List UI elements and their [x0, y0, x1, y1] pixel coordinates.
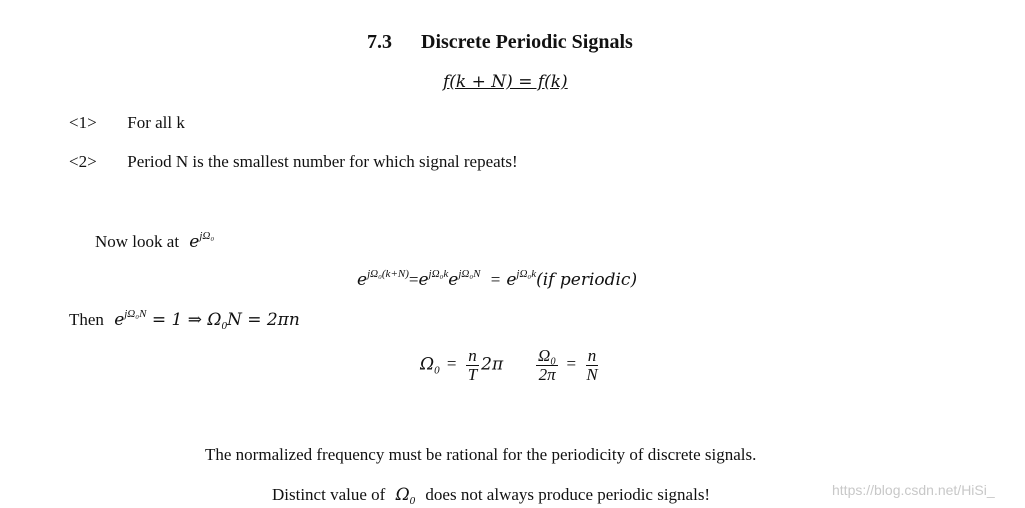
statement-before: Distinct value of	[272, 485, 386, 504]
section-heading: Discrete Periodic Signals	[421, 31, 633, 53]
list-text: For all k	[127, 113, 185, 132]
distinct-value-statement	[272, 485, 710, 507]
equals-sign: =	[408, 270, 419, 289]
omega-symbol: Ω	[395, 485, 410, 505]
list-text: Period N is the smallest number for which signal repeats!	[127, 152, 518, 171]
omega-subscript: 0	[221, 320, 227, 332]
omega-subscript: 0	[409, 495, 416, 507]
now-look-text: Now look at	[95, 232, 180, 251]
section-title	[367, 31, 633, 54]
list-item-2	[69, 152, 518, 172]
exp-base: e	[418, 270, 429, 290]
list-tag: <1>	[69, 113, 97, 132]
then-label: Then	[69, 310, 104, 329]
now-look-line	[95, 230, 214, 252]
periodic-note: (if periodic)	[536, 270, 638, 290]
fraction-numerator: n	[468, 346, 477, 365]
fraction-n-over-n	[584, 347, 599, 384]
omega-subscript: 0	[434, 364, 440, 377]
list-item-1	[69, 113, 185, 133]
exp-base: e	[357, 270, 368, 290]
fraction-denominator: T	[467, 364, 478, 384]
section-number: 7.3	[367, 31, 392, 53]
fraction-omega-over-2pi	[536, 347, 558, 384]
normalized-frequency-formula: $\frac{\text{Ω₀}}{2\pi}$ = $\frac{n}{N}$	[538, 346, 598, 384]
exp-base: e	[506, 270, 517, 290]
exp-superscript: jΩ₀	[199, 230, 215, 242]
omega-formula: $\Omega_0$ = $\frac{n}{T}$ 2π	[420, 346, 504, 384]
exp-superscript: jΩ₀k	[428, 268, 449, 280]
equals-sign: =	[490, 270, 501, 289]
two-pi: 2π	[481, 354, 504, 375]
fraction-denominator: 2π	[538, 364, 556, 384]
exp-base: e	[114, 310, 125, 330]
exp-superscript: jΩ₀N	[124, 308, 147, 320]
exp-base: e	[448, 270, 459, 290]
exp-superscript: jΩ₀(k+N)	[367, 268, 409, 280]
list-tag: <2>	[69, 152, 97, 171]
then-rest-2: N = 2πn	[226, 310, 300, 330]
then-rest: = 1 ⇒ Ω	[146, 310, 222, 330]
omega-symbol: Ω	[420, 354, 435, 375]
fraction-numerator: n	[587, 346, 597, 365]
fraction-n-over-t	[466, 347, 479, 384]
periodicity-equation: f(k + N) = f(k)	[443, 72, 568, 92]
expansion-equation	[357, 268, 637, 290]
fraction-denominator: N	[586, 364, 598, 384]
exp-superscript: jΩ₀k	[516, 268, 537, 280]
exp-superscript: jΩ₀N	[458, 268, 481, 280]
watermark: https://blog.csdn.net/HiSi_	[832, 482, 995, 498]
fraction-numerator: Ω₀	[538, 346, 557, 365]
exp-base: e	[189, 232, 200, 252]
statement-after: does not always produce periodic signals!	[425, 485, 711, 504]
rational-frequency-statement: The normalized frequency must be rational for the periodicity of discrete signals.	[205, 445, 757, 464]
then-line	[69, 308, 300, 332]
